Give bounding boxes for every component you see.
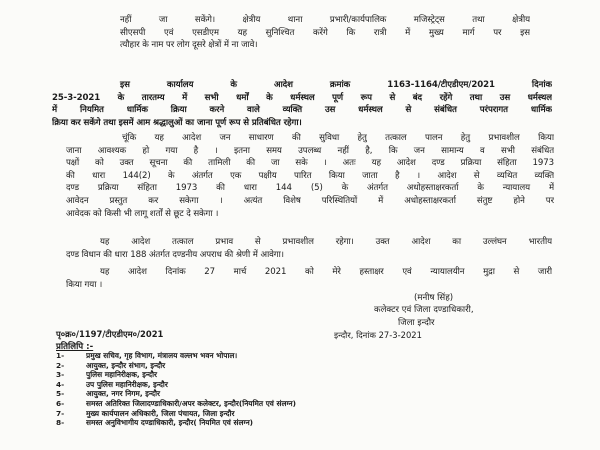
text-line: चूंकि यह आदेश जन साधारण की सुविधा हेतु तत्काल पालन हेतु प्रभावशील किया bbox=[122, 133, 554, 143]
list-item bbox=[56, 351, 476, 361]
list-item-text: उप पुलिस महानिरीक्षक, इन्दौर bbox=[86, 379, 168, 389]
list-item bbox=[56, 418, 476, 428]
list-item bbox=[56, 389, 476, 399]
text-line: यह आदेश तत्काल प्रभाव से प्रभावशील रहेगा। उक्त आदेश का उल्लंघन भारतीय bbox=[100, 237, 552, 247]
text-line: इस कार्यालय के आदेश क्रमांक 1163-1164/टीएडीएम/2021 दिनांक bbox=[120, 80, 552, 90]
list-item-number: 7- bbox=[56, 408, 65, 418]
list-item-text: समस्त अतिरिक्त जिलादण्डाधिकारी/अपर कलेक्टर, इन्दौर(नियमित एवं संलग्न) bbox=[86, 398, 297, 408]
text-line: में नियमित धार्मिक क्रिया करने वाले व्यक्ति उस धर्मस्थल से संबंधित परंपरागत धार्मिक bbox=[52, 105, 552, 116]
signatory-designation: कलेक्टर एवं जिला दण्डाधिकारी, bbox=[374, 305, 474, 316]
list-item-text: पुलिस महानिरीक्षक, इन्दौर bbox=[86, 370, 158, 380]
text-line: त्यौहार के नाम पर लोग दूसरे क्षेत्रों में ना जावे। bbox=[120, 40, 258, 51]
list-item-number: 2- bbox=[56, 360, 65, 370]
signatory-name: (मनीष सिंह) bbox=[414, 293, 454, 303]
list-item-number: 8- bbox=[56, 418, 65, 428]
text-line: पक्षों को उक्त सूचना की तामिली की जा सके । अतः यह आदेश दण्ड प्रक्रिया संहिता 1973 bbox=[66, 158, 554, 169]
list-item-text: मुख्य कार्यपालन अधिकारी, जिला पंचायत, जिला इन्दौर bbox=[86, 408, 235, 418]
reference-place-date: इन्दौर, दिनांक 27-3-2021 bbox=[334, 330, 422, 340]
paragraph-continuation bbox=[120, 14, 530, 52]
copy-to-list bbox=[56, 351, 476, 428]
list-item-text: प्रमुख सचिव, गृह विभाग, मंत्रालय वल्लभ भवन भोपाल। bbox=[86, 351, 238, 360]
list-item-number: 4- bbox=[56, 379, 65, 389]
text-line: की धारा 144(2) के अंतर्गत एक पक्षीय पारित किया जाता है । आदेश से व्यथित व्यक्ति bbox=[66, 170, 554, 181]
paragraph-section-144 bbox=[66, 132, 554, 220]
text-line: नहीं जा सकेंगे। क्षेत्रीय थाना प्रभारी/कार्यपालिक मजिस्ट्रेट्स तथा क्षेत्रीय bbox=[120, 15, 530, 25]
list-item-number: 3- bbox=[56, 370, 65, 380]
list-item-text: आयुक्त, नगर निगम, इन्दौर bbox=[86, 389, 161, 399]
text-line: यह आदेश दिनांक 27 मार्च 2021 को मेरे हस्ताक्षर एवं न्यायालयीन मुद्रा से जारी bbox=[100, 267, 552, 277]
text-line: सीएसपी एवं एसडीएम यह सुनिश्चित करेंगे कि रात्री में मुख्य मार्ग पर इस bbox=[120, 27, 530, 38]
text-line: 25-3-2021 के तारतम्य में सभी धर्मों के धर्मस्थल पूर्ण रूप से बंद रहेंगे तथा उस धर्मस्थल bbox=[52, 92, 552, 103]
text-line: क्रिया कर सकेंगे तथा इसमें आम श्रद्धालुओं का जाना पूर्ण रूप से प्रतिबंधित रहेगा। bbox=[52, 117, 302, 128]
text-line: किया गया । bbox=[66, 279, 103, 290]
text-line: जाना आवश्यक हो गया है । इतना समय उपलब्ध नहीं है, कि जन सामान्य व सभी संबंधित bbox=[66, 145, 554, 156]
paragraph-order-reference bbox=[52, 79, 552, 129]
paragraph-effect bbox=[66, 236, 552, 261]
list-item bbox=[56, 380, 476, 390]
copy-to-heading: प्रतिलिपि :- bbox=[56, 342, 94, 352]
list-item-number: 6- bbox=[56, 398, 65, 408]
reference-number: पृ०क्र०/1197/टीएडीएम०/2021 bbox=[56, 329, 164, 339]
list-item-number: 1- bbox=[56, 351, 65, 360]
list-item bbox=[56, 409, 476, 419]
list-item-text: आयुक्त, इन्दौर संभाग, इन्दौर bbox=[86, 360, 166, 370]
list-item bbox=[56, 399, 476, 409]
text-line: दण्ड प्रक्रिया संहिता 1973 की धारा 144 (5) के अंतर्गत अधोहस्ताक्षरकर्ता के न्यायालय में bbox=[66, 183, 554, 194]
signatory-district: जिला इन्दौर bbox=[398, 317, 435, 328]
text-line: आवेदन प्रस्तुत कर सकेगा । अत्यंत विशेष परिस्थितियों में अधोहस्ताक्षरकर्ता संतुष्ट होने पर bbox=[66, 195, 554, 206]
list-item bbox=[56, 370, 476, 380]
text-line: दण्ड विधान की धारा 188 अंतर्गत दण्डनीय अपराध की श्रेणी में आवेगा। bbox=[66, 249, 284, 260]
list-item-number: 5- bbox=[56, 389, 65, 399]
signature-block bbox=[374, 292, 474, 329]
list-item-text: समस्त अनुविभागीय दण्डाधिकारी, इन्दौर( नियमित एवं संलग्न) bbox=[86, 418, 254, 428]
list-item bbox=[56, 361, 476, 371]
paragraph-issue bbox=[66, 266, 552, 291]
text-line: आवेदक को किसी भी लागू शर्तों से छूट दे सकेगा । bbox=[66, 208, 219, 219]
